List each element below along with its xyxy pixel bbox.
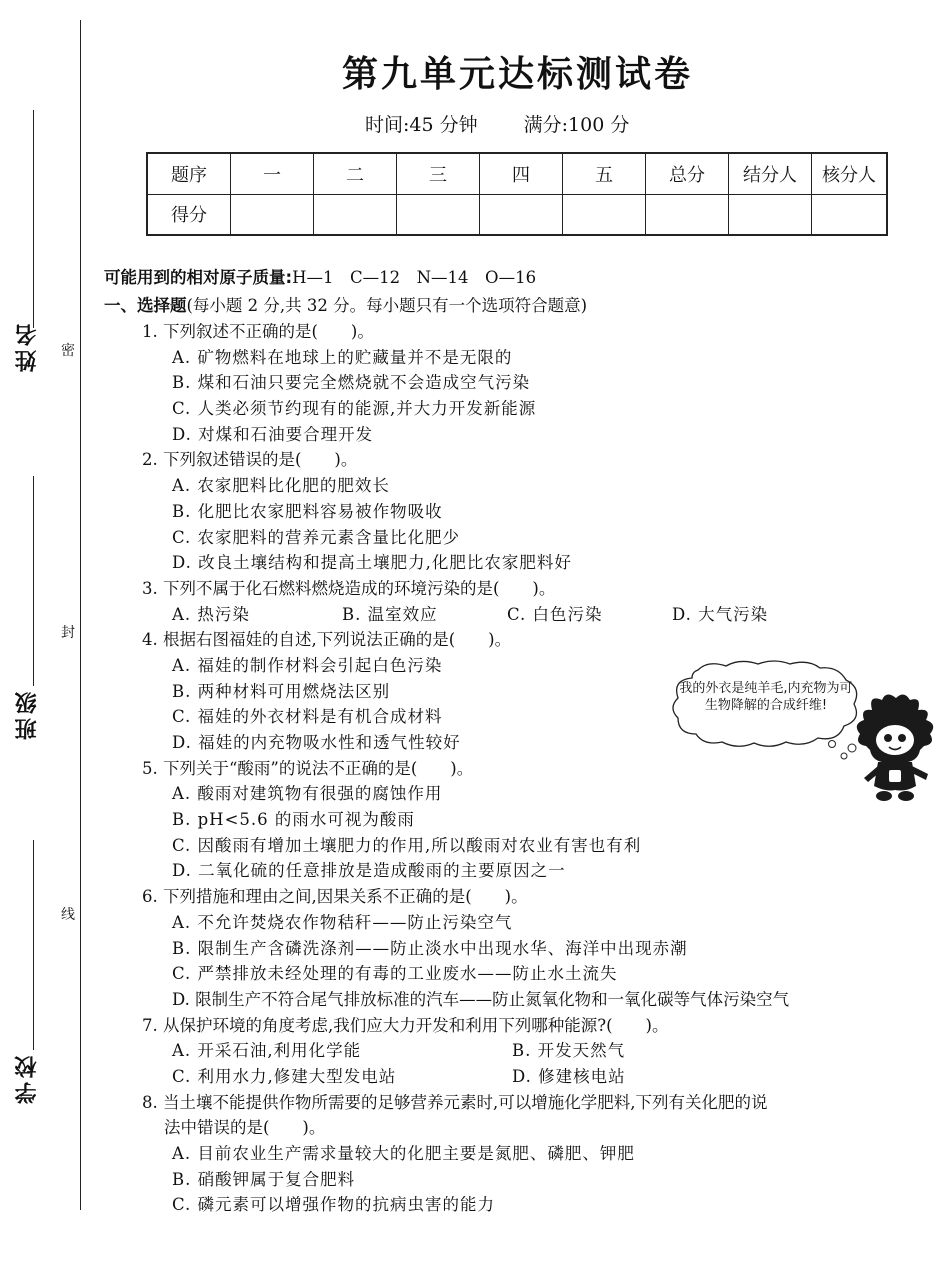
option-4a[interactable]: A. 福娃的制作材料会引起白色污染 <box>172 655 443 675</box>
score-cell-input[interactable] <box>397 194 480 235</box>
score-cell-input[interactable] <box>812 194 888 235</box>
fuwa-mascot-icon <box>838 690 942 804</box>
options-row <box>104 1038 944 1064</box>
score-cell-header: 二 <box>314 153 397 194</box>
option-1b[interactable]: B. 煤和石油只要完全燃烧就不会造成空气污染 <box>172 373 531 393</box>
options-row <box>104 602 944 628</box>
option-2b[interactable]: B. 化肥比农家肥料容易被作物吸收 <box>172 501 443 521</box>
option-1a[interactable]: A. 矿物燃料在地球上的贮藏量并不是无限的 <box>172 347 513 367</box>
score-cell-header: 核分人 <box>812 153 888 194</box>
score-cell-input[interactable] <box>231 194 314 235</box>
score-table <box>146 152 888 236</box>
score-cell-input[interactable] <box>563 194 646 235</box>
option-5b[interactable]: B. pH<5.6 的雨水可视为酸雨 <box>172 810 415 830</box>
score-row-label: 得分 <box>147 194 231 235</box>
atomic-mass-line <box>104 264 944 292</box>
question-stem: 3. 下列不属于化石燃料燃烧造成的环境污染的是( )。 <box>142 578 556 598</box>
options-row <box>104 1064 944 1090</box>
question-stem: 6. 下列措施和理由之间,因果关系不正确的是( )。 <box>142 887 528 907</box>
binding-line <box>80 20 81 1210</box>
option-5d[interactable]: D. 二氧化硫的任意排放是造成酸雨的主要原因之一 <box>172 861 566 881</box>
option-4b[interactable]: B. 两种材料可用燃烧法区别 <box>172 681 391 701</box>
option-4d[interactable]: D. 福娃的内充物吸水性和透气性较好 <box>172 733 461 752</box>
seal-char-mi: 密 <box>61 343 75 359</box>
question-stem: 7. 从保护环境的角度考虑,我们应大力开发和利用下列哪种能源?( )。 <box>142 1015 669 1035</box>
question-stem: 4. 根据右图福娃的自述,下列说法正确的是( )。 <box>142 630 512 650</box>
score-cell-header: 一 <box>231 153 314 194</box>
question-stem: 2. 下列叙述错误的是( )。 <box>142 450 358 470</box>
question-3 <box>104 576 944 602</box>
option-6a[interactable]: A. 不允许焚烧农作物秸秆——防止污染空气 <box>172 912 513 932</box>
class-label: 班级 <box>15 688 40 740</box>
option-5c[interactable]: C. 因酸雨有增加土壤肥力的作用,所以酸雨对农业有害也有利 <box>172 835 642 855</box>
exam-full-score: 满分:100 分 <box>523 114 630 136</box>
score-cell-input[interactable] <box>480 194 563 235</box>
question-1 <box>104 319 944 345</box>
question-5 <box>104 756 944 782</box>
question-2 <box>104 447 944 473</box>
question-8 <box>104 1090 944 1141</box>
class-field-line[interactable] <box>33 476 34 686</box>
score-table-score-row <box>147 194 887 235</box>
school-field-line[interactable] <box>33 840 34 1050</box>
school-label: 学校 <box>15 1052 40 1104</box>
option-7d[interactable]: D. 修建核电站 <box>512 1066 626 1086</box>
option-1d[interactable]: D. 对煤和石油要合理开发 <box>172 424 374 444</box>
option-5a[interactable]: A. 酸雨对建筑物有很强的腐蚀作用 <box>172 784 443 804</box>
option-2c[interactable]: C. 农家肥料的营养元素含量比化肥少 <box>172 527 461 547</box>
option-2d[interactable]: D. 改良土壤结构和提高土壤肥力,化肥比农家肥料好 <box>172 553 572 573</box>
section-label: 一、选择题 <box>104 296 187 315</box>
name-field-line[interactable] <box>33 110 34 328</box>
question-7 <box>104 1013 944 1039</box>
question-4 <box>104 627 944 653</box>
name-label: 姓名 <box>15 320 40 372</box>
bubble-text: 我的外衣是纯羊毛,内充物为可生物降解的合成纤维! <box>679 681 853 713</box>
question-stem: 5. 下列关于“酸雨”的说法不正确的是( )。 <box>142 758 474 778</box>
score-cell-input[interactable] <box>646 194 729 235</box>
score-cell-input[interactable] <box>729 194 812 235</box>
score-cell-header: 四 <box>480 153 563 194</box>
option-6c[interactable]: C. 严禁排放未经处理的有毒的工业废水——防止水土流失 <box>172 964 618 984</box>
option-7c[interactable]: C. 利用水力,修建大型发电站 <box>172 1066 397 1086</box>
seal-char-feng: 封 <box>61 625 75 641</box>
option-8c[interactable]: C. 磷元素可以增强作物的抗病虫害的能力 <box>172 1195 496 1215</box>
score-table-header-row <box>147 153 887 194</box>
option-1c[interactable]: C. 人类必须节约现有的能源,并大力开发新能源 <box>172 399 537 419</box>
score-cell-header: 题序 <box>147 153 231 194</box>
option-3a[interactable]: A. 热污染 <box>172 604 250 624</box>
option-2a[interactable]: A. 农家肥料比化肥的肥效长 <box>172 476 390 496</box>
question-stem: 8. 当土壤不能提供作物所需要的足够营养元素时,可以增施化学肥料,下列有关化肥的说 <box>142 1092 768 1112</box>
page-title: 第九单元达标测试卷 <box>341 54 693 95</box>
option-8a[interactable]: A. 目前农业生产需求量较大的化肥主要是氮肥、磷肥、钾肥 <box>172 1144 635 1163</box>
option-6d[interactable]: D. 限制生产不符合尾气排放标准的汽车——防止氮氧化物和一氧化碳等气体污染空气 <box>172 989 790 1009</box>
score-cell-header: 三 <box>397 153 480 194</box>
score-cell-header: 总分 <box>646 153 729 194</box>
atomic-mass-label: 可能用到的相对原子质量: <box>104 268 293 287</box>
question-6 <box>104 884 944 910</box>
option-8b[interactable]: B. 硝酸钾属于复合肥料 <box>172 1169 356 1189</box>
seal-char-xian: 线 <box>61 907 75 923</box>
section-description: (每小题 2 分,共 32 分。每小题只有一个选项符合题意) <box>186 296 588 315</box>
atomic-mass-values: H—1 C—12 N—14 O—16 <box>292 268 537 287</box>
option-7b[interactable]: B. 开发天然气 <box>512 1041 626 1061</box>
exam-time: 时间:45 分钟 <box>365 114 478 136</box>
section-heading <box>104 292 944 319</box>
score-cell-header: 结分人 <box>729 153 812 194</box>
option-4c[interactable]: C. 福娃的外衣材料是有机合成材料 <box>172 707 443 727</box>
option-3c[interactable]: C. 白色污染 <box>507 604 603 624</box>
question-stem: 1. 下列叙述不正确的是( )。 <box>142 322 374 341</box>
exam-info <box>365 110 629 137</box>
score-cell-header: 五 <box>563 153 646 194</box>
option-3d[interactable]: D. 大气污染 <box>672 604 769 624</box>
option-7a[interactable]: A. 开采石油,利用化学能 <box>172 1041 362 1061</box>
score-cell-input[interactable] <box>314 194 397 235</box>
option-3b[interactable]: B. 温室效应 <box>342 604 438 624</box>
option-6b[interactable]: B. 限制生产含磷洗涤剂——防止淡水中出现水华、海洋中出现赤潮 <box>172 938 688 958</box>
question-stem-continued: 法中错误的是( )。 <box>164 1118 326 1138</box>
